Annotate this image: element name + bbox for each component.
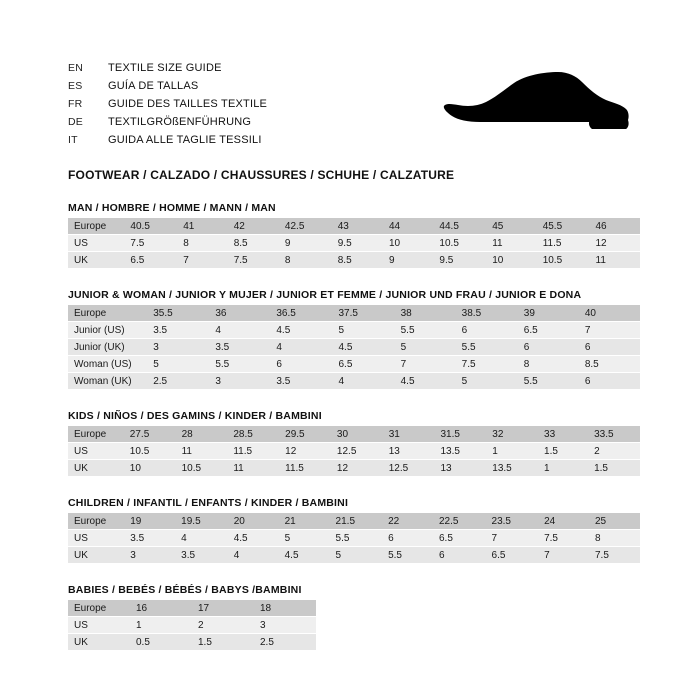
cell: 8: [279, 252, 332, 269]
cell: 1.5: [588, 460, 640, 477]
cell: 21.5: [330, 513, 383, 530]
language-code: FR: [68, 98, 83, 110]
page-header: [68, 62, 640, 154]
cell: 13.5: [434, 443, 486, 460]
cell: 10: [383, 235, 433, 252]
language-code: DE: [68, 116, 83, 128]
cell: 10.5: [433, 235, 486, 252]
cell: 1: [130, 617, 192, 634]
cell: 22.5: [433, 513, 486, 530]
block-babies: [68, 584, 640, 651]
cell: 3: [124, 547, 175, 564]
cell: 7: [538, 547, 589, 564]
cell: 6: [456, 322, 518, 339]
cell: 1: [486, 443, 538, 460]
cell: 38.5: [456, 305, 518, 322]
cell: 33.5: [588, 426, 640, 443]
cell: 45: [486, 218, 536, 235]
cell: 27.5: [124, 426, 176, 443]
cell: 18: [254, 600, 316, 617]
cell: 13.5: [486, 460, 538, 477]
cell: 3.5: [270, 373, 332, 390]
cell: 16: [130, 600, 192, 617]
row-label: Europe: [68, 218, 124, 235]
table-row: [68, 443, 640, 460]
row-label: Europe: [68, 305, 147, 322]
cell: 44.5: [433, 218, 486, 235]
table-row: [68, 617, 316, 634]
cell: 4: [333, 373, 395, 390]
size-table-kids: [68, 426, 640, 477]
cell: 6: [518, 339, 579, 356]
cell: 33: [538, 426, 588, 443]
block-title: KIDS / NIÑOS / DES GAMINS / KINDER / BAMBINI: [68, 410, 322, 422]
cell: 12: [590, 235, 641, 252]
cell: 12.5: [383, 460, 435, 477]
cell: 2.5: [147, 373, 209, 390]
cell: 11: [227, 460, 279, 477]
cell: 7.5: [124, 235, 177, 252]
page-title: FOOTWEAR / CALZADO / CHAUSSURES / SCHUHE / CALZATURE: [68, 168, 455, 182]
cell: 5: [279, 530, 330, 547]
cell: 12: [331, 460, 383, 477]
table-row: [68, 600, 316, 617]
size-table-babies: [68, 600, 316, 651]
cell: 11: [590, 252, 641, 269]
language-code: ES: [68, 80, 83, 92]
table-row: [68, 252, 640, 269]
cell: 46: [590, 218, 641, 235]
cell: 3: [254, 617, 316, 634]
cell: 5: [147, 356, 209, 373]
block-title: BABIES / BEBÉS / BÉBÉS / BABYS /BAMBINI: [68, 584, 302, 596]
table-row: [68, 634, 316, 651]
cell: 4.5: [333, 339, 395, 356]
cell: 17: [192, 600, 254, 617]
language-title: TEXTILGRÖßENFÜHRUNG: [108, 116, 252, 128]
cell: 5.5: [456, 339, 518, 356]
cell: 5: [330, 547, 383, 564]
cell: 8: [177, 235, 227, 252]
block-kids: [68, 410, 640, 477]
cell: 22: [382, 513, 433, 530]
table-row: [68, 322, 640, 339]
cell: 42: [228, 218, 279, 235]
cell: 8: [589, 530, 640, 547]
size-table-junior-woman: [68, 305, 640, 390]
cell: 7: [486, 530, 539, 547]
cell: 19: [124, 513, 175, 530]
table-row: [68, 373, 640, 390]
cell: 6.5: [124, 252, 177, 269]
cell: 5: [333, 322, 395, 339]
cell: 7.5: [228, 252, 279, 269]
cell: 7.5: [456, 356, 518, 373]
cell: 40.5: [124, 218, 177, 235]
cell: 20: [228, 513, 279, 530]
block-children: [68, 497, 640, 564]
block-man: [68, 202, 640, 269]
cell: 2: [192, 617, 254, 634]
language-title: GUIDA ALLE TAGLIE TESSILI: [108, 134, 262, 146]
cell: 4: [228, 547, 279, 564]
cell: 3.5: [147, 322, 209, 339]
cell: 1.5: [538, 443, 588, 460]
cell: 36.5: [270, 305, 332, 322]
block-title: MAN / HOMBRE / HOMME / MANN / MAN: [68, 202, 276, 214]
row-label: Junior (UK): [68, 339, 147, 356]
cell: 6: [579, 339, 640, 356]
cell: 7.5: [538, 530, 589, 547]
row-label: US: [68, 235, 124, 252]
cell: 2: [588, 443, 640, 460]
block-title: CHILDREN / INFANTIL / ENFANTS / KINDER / BAMBINI: [68, 497, 349, 509]
table-row: [68, 460, 640, 477]
row-label: US: [68, 530, 124, 547]
cell: 12: [279, 443, 331, 460]
cell: 8.5: [332, 252, 383, 269]
table-row: [68, 426, 640, 443]
cell: 23.5: [486, 513, 539, 530]
cell: 9: [279, 235, 332, 252]
cell: 10.5: [124, 443, 176, 460]
cell: 41: [177, 218, 227, 235]
cell: 10.5: [176, 460, 228, 477]
cell: 30: [331, 426, 383, 443]
block-title: JUNIOR & WOMAN / JUNIOR Y MUJER / JUNIOR ET FEMME / JUNIOR UND FRAU / JUNIOR E DONA: [68, 289, 582, 301]
cell: 11.5: [279, 460, 331, 477]
cell: 9.5: [332, 235, 383, 252]
cell: 4.5: [279, 547, 330, 564]
cell: 9.5: [433, 252, 486, 269]
cell: 6: [270, 356, 332, 373]
language-title: GUIDE DES TAILLES TEXTILE: [108, 98, 268, 110]
cell: 10: [486, 252, 536, 269]
cell: 4: [175, 530, 228, 547]
language-title: GUÍA DE TALLAS: [108, 80, 199, 92]
cell: 4: [270, 339, 332, 356]
cell: 31: [383, 426, 435, 443]
row-label: US: [68, 443, 124, 460]
cell: 1.5: [192, 634, 254, 651]
table-row: [68, 305, 640, 322]
cell: 40: [579, 305, 640, 322]
cell: 44: [383, 218, 433, 235]
cell: 6.5: [486, 547, 539, 564]
cell: 6: [579, 373, 640, 390]
cell: 37.5: [333, 305, 395, 322]
size-table-children: [68, 513, 640, 564]
row-label: US: [68, 617, 130, 634]
cell: 6.5: [333, 356, 395, 373]
size-table-man: [68, 218, 640, 269]
cell: 3.5: [175, 547, 228, 564]
cell: 5.5: [209, 356, 270, 373]
cell: 5.5: [395, 322, 456, 339]
cell: 5: [456, 373, 518, 390]
cell: 3.5: [209, 339, 270, 356]
cell: 24: [538, 513, 589, 530]
cell: 6: [382, 530, 433, 547]
cell: 11.5: [537, 235, 590, 252]
language-code: IT: [68, 134, 78, 146]
table-row: [68, 218, 640, 235]
row-label: UK: [68, 252, 124, 269]
row-label: Woman (US): [68, 356, 147, 373]
cell: 4: [209, 322, 270, 339]
cell: 10.5: [537, 252, 590, 269]
cell: 13: [383, 443, 435, 460]
cell: 31.5: [434, 426, 486, 443]
cell: 8: [518, 356, 579, 373]
table-row: [68, 547, 640, 564]
cell: 4.5: [395, 373, 456, 390]
cell: 4.5: [228, 530, 279, 547]
table-row: [68, 356, 640, 373]
cell: 6.5: [433, 530, 486, 547]
cell: 39: [518, 305, 579, 322]
row-label: Europe: [68, 600, 130, 617]
table-row: [68, 339, 640, 356]
cell: 11: [176, 443, 228, 460]
cell: 25: [589, 513, 640, 530]
cell: 0.5: [130, 634, 192, 651]
cell: 3: [209, 373, 270, 390]
cell: 3.5: [124, 530, 175, 547]
cell: 32: [486, 426, 538, 443]
row-label: Woman (UK): [68, 373, 147, 390]
cell: 7: [579, 322, 640, 339]
cell: 1: [538, 460, 588, 477]
cell: 42.5: [279, 218, 332, 235]
cell: 36: [209, 305, 270, 322]
cell: 38: [395, 305, 456, 322]
cell: 7.5: [589, 547, 640, 564]
cell: 10: [124, 460, 176, 477]
cell: 12.5: [331, 443, 383, 460]
cell: 2.5: [254, 634, 316, 651]
table-row: [68, 530, 640, 547]
cell: 5: [395, 339, 456, 356]
cell: 11: [486, 235, 536, 252]
block-junior-woman: [68, 289, 640, 390]
cell: 5.5: [330, 530, 383, 547]
row-label: Junior (US): [68, 322, 147, 339]
cell: 45.5: [537, 218, 590, 235]
cell: 9: [383, 252, 433, 269]
cell: 5.5: [518, 373, 579, 390]
cell: 6: [433, 547, 486, 564]
language-code: EN: [68, 62, 83, 74]
cell: 7: [395, 356, 456, 373]
table-row: [68, 513, 640, 530]
cell: 19.5: [175, 513, 228, 530]
cell: 6.5: [518, 322, 579, 339]
cell: 28: [176, 426, 228, 443]
cell: 21: [279, 513, 330, 530]
dress-shoe-icon: [440, 68, 630, 138]
row-label: UK: [68, 460, 124, 477]
cell: 3: [147, 339, 209, 356]
table-row: [68, 235, 640, 252]
row-label: Europe: [68, 513, 124, 530]
cell: 8.5: [579, 356, 640, 373]
cell: 29.5: [279, 426, 331, 443]
row-label: UK: [68, 547, 124, 564]
cell: 8.5: [228, 235, 279, 252]
cell: 7: [177, 252, 227, 269]
cell: 13: [434, 460, 486, 477]
language-title: TEXTILE SIZE GUIDE: [108, 62, 222, 74]
cell: 5.5: [382, 547, 433, 564]
row-label: UK: [68, 634, 130, 651]
cell: 11.5: [227, 443, 279, 460]
cell: 35.5: [147, 305, 209, 322]
row-label: Europe: [68, 426, 124, 443]
cell: 4.5: [270, 322, 332, 339]
cell: 43: [332, 218, 383, 235]
cell: 28.5: [227, 426, 279, 443]
